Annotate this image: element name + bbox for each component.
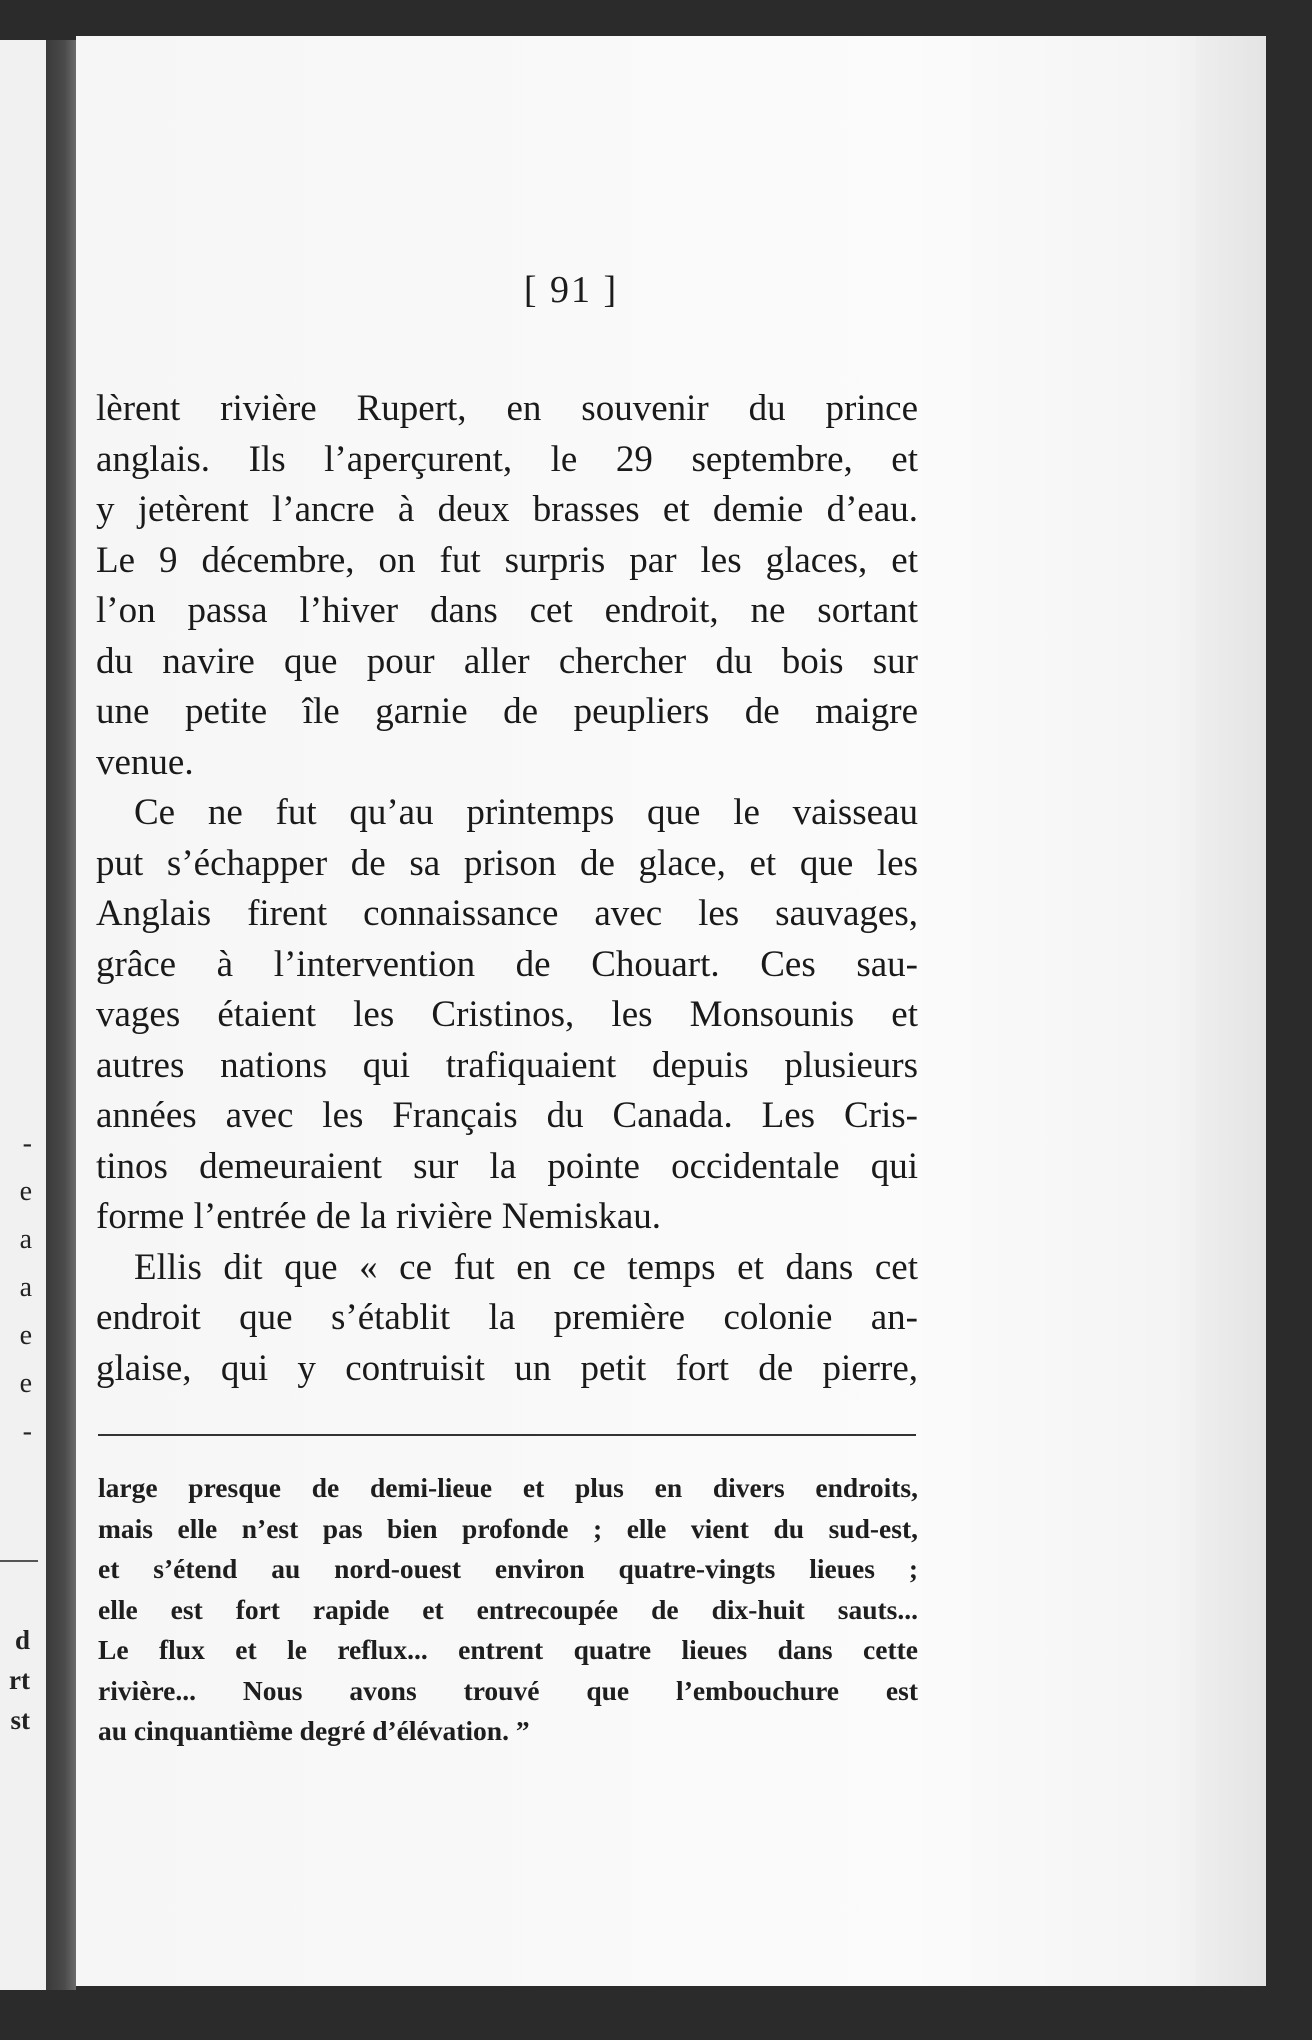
previous-page-fragment: e	[19, 1176, 32, 1207]
footnote-line: rivière... Nous avons trouvé que l’embouchure est	[98, 1674, 918, 1706]
body-line: glaise, qui y contruisit un petit fort de pierre,	[96, 1347, 918, 1389]
previous-page-fragment: a	[19, 1224, 32, 1255]
footnote-line: au cinquantième degré d’élévation. ”	[98, 1715, 530, 1746]
previous-page-text-fragments	[0, 1120, 40, 1456]
previous-page-footnote-fragments	[0, 1620, 40, 1740]
body-line: lèrent rivière Rupert, en souvenir du prince	[96, 388, 918, 429]
body-line: tinos demeuraient sur la pointe occidentale qui	[96, 1145, 918, 1187]
previous-page-fragment: a	[19, 1272, 32, 1303]
previous-page-fragment: -	[22, 1416, 32, 1447]
body-line: autres nations qui trafiquaient depuis plusieurs	[96, 1044, 918, 1086]
body-line: venue.	[96, 741, 194, 783]
body-line: put s’échapper de sa prison de glace, et que les	[96, 842, 918, 884]
page-edge-shading	[1196, 36, 1266, 1986]
body-line: Anglais firent connaissance avec les sauvages,	[96, 893, 918, 934]
body-line: années avec les Français du Canada. Les Cris-	[96, 1095, 918, 1136]
body-line: endroit que s’établit la première colonie an-	[96, 1297, 918, 1338]
footnote-line: Le flux et le reflux... entrent quatre lieues dans cette	[98, 1634, 918, 1665]
body-line: Ce ne fut qu’au printemps que le vaisseau	[134, 792, 918, 833]
body-line: du navire que pour aller chercher du bois sur	[96, 640, 918, 682]
body-line: grâce à l’intervention de Chouart. Ces sau-	[96, 943, 918, 985]
footnote-line: elle est fort rapide et entrecoupée de dix-huit sauts...	[98, 1593, 918, 1625]
page-number: [ 91 ]	[523, 269, 619, 311]
previous-page-fragment: -	[22, 1128, 32, 1159]
previous-page-fragment: e	[19, 1320, 32, 1351]
body-text	[96, 384, 918, 1394]
book-gutter-shadow	[46, 40, 76, 1990]
body-line: anglais. Ils l’aperçurent, le 29 septembre, et	[96, 438, 918, 480]
previous-page-footnote-rule	[0, 1560, 38, 1562]
previous-page-footnote-fragment: rt	[9, 1665, 30, 1695]
previous-page-fragment: e	[19, 1368, 32, 1399]
footnote-separator-rule	[98, 1434, 916, 1436]
previous-page-footnote-fragment: d	[14, 1625, 30, 1655]
footnote-line: et s’étend au nord-ouest environ quatre-vingts lieues ;	[98, 1553, 918, 1584]
body-line: Ellis dit que « ce fut en ce temps et dans cet	[134, 1246, 918, 1288]
body-line: y jetèrent l’ancre à deux brasses et demie d’eau.	[96, 489, 918, 530]
body-line: Le 9 décembre, on fut surpris par les glaces, et	[96, 539, 918, 581]
previous-page-edge	[0, 40, 46, 1990]
body-line: forme l’entrée de la rivière Nemiskau.	[96, 1196, 662, 1237]
body-line: vages étaient les Cristinos, les Monsounis et	[96, 994, 918, 1035]
body-line: l’on passa l’hiver dans cet endroit, ne sortant	[96, 590, 918, 631]
body-line: une petite île garnie de peupliers de maigre	[96, 691, 918, 732]
book-page	[76, 36, 1266, 1986]
previous-page-footnote-fragment: st	[10, 1705, 30, 1735]
footnote-line: mais elle n’est pas bien profonde ; elle vient du sud-est,	[98, 1512, 918, 1544]
footnote-line: large presque de demi-lieue et plus en divers endroits,	[98, 1472, 918, 1503]
footnote	[98, 1468, 918, 1752]
